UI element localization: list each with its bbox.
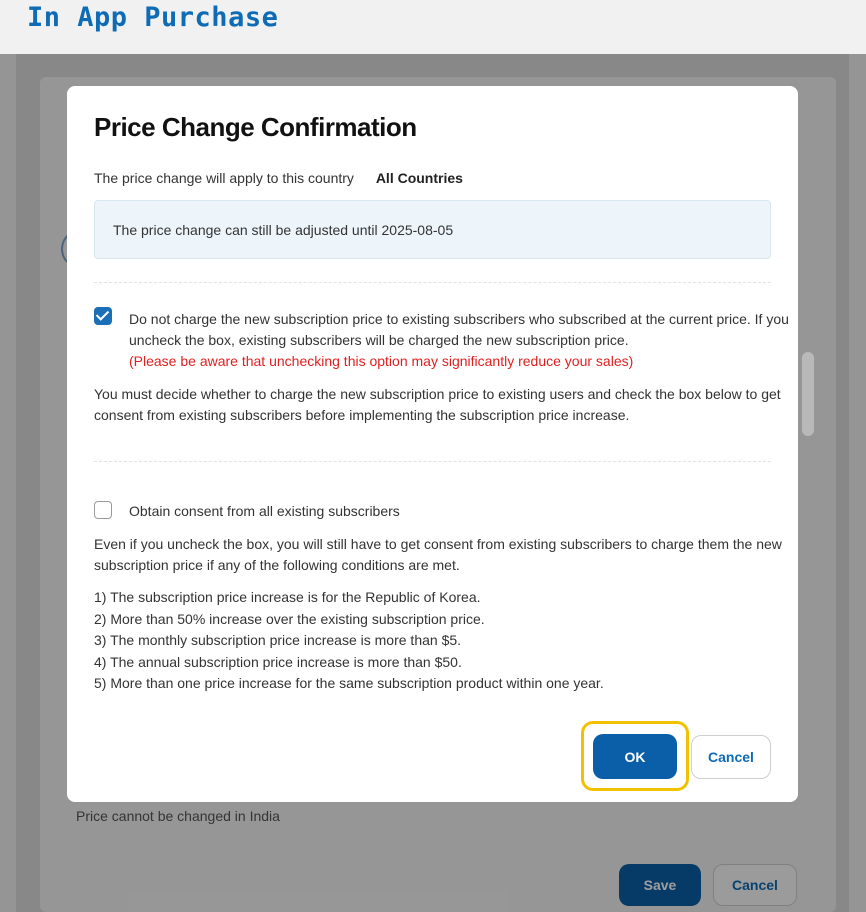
- condition-item: 2) More than 50% increase over the existing subscription price.: [94, 610, 485, 627]
- option1-line2: uncheck the box, existing subscribers will be charged the new subscription price.: [129, 332, 629, 348]
- condition-item: 4) The annual subscription price increase is more than $50.: [94, 653, 462, 670]
- condition-item: 5) More than one price increase for the same subscription product within one year.: [94, 675, 604, 691]
- conditions-intro: [94, 534, 782, 576]
- decide-paragraph: [94, 384, 781, 426]
- condition-item: 3) The monthly subscription price increase is more than $5.: [94, 632, 462, 648]
- existing-price-checkbox[interactable]: [94, 307, 112, 325]
- option1-text: [129, 309, 789, 372]
- cancel-button[interactable]: Cancel: [691, 735, 771, 779]
- price-change-dialog: [67, 86, 798, 802]
- apply-label: The price change will apply to this country: [94, 170, 354, 186]
- option1-line1: Do not charge the new subscription price to existing subscribers who subscribed at the current price. If you: [129, 311, 789, 327]
- divider: [94, 282, 771, 283]
- even-line2: subscription price if any of the following conditions are met.: [94, 557, 460, 573]
- apply-country-value: All Countries: [375, 170, 463, 186]
- even-line1: Even if you uncheck the box, you will still have to get consent from existing subscribers to charge them the new: [94, 536, 782, 552]
- page-title: In App Purchase: [27, 2, 279, 33]
- consent-checkbox[interactable]: [94, 501, 112, 519]
- decide-line2: consent from existing subscribers before implementing the subscription price increase.: [94, 407, 630, 423]
- page-cancel-button[interactable]: Cancel: [713, 864, 797, 906]
- consent-label[interactable]: Obtain consent from all existing subscribers: [129, 503, 400, 519]
- decide-line1: You must decide whether to charge the new subscription price to existing users and check the box below to get: [94, 386, 781, 402]
- divider: [94, 461, 771, 462]
- adjust-deadline-info: [94, 200, 771, 259]
- condition-item: 1) The subscription price increase is for the Republic of Korea.: [94, 589, 481, 605]
- price-note: Price cannot be changed in India: [76, 808, 280, 824]
- dialog-title: Price Change Confirmation: [94, 112, 417, 142]
- scrollbar-thumb[interactable]: [802, 352, 814, 436]
- ok-button[interactable]: OK: [593, 734, 677, 779]
- option1-warning: (Please be aware that unchecking this option may significantly reduce your sales): [129, 353, 634, 369]
- conditions-list: [94, 587, 604, 695]
- save-button[interactable]: Save: [619, 864, 701, 906]
- apply-country-row: [94, 170, 463, 186]
- info-text: The price change can still be adjusted until 2025-08-05: [113, 221, 454, 238]
